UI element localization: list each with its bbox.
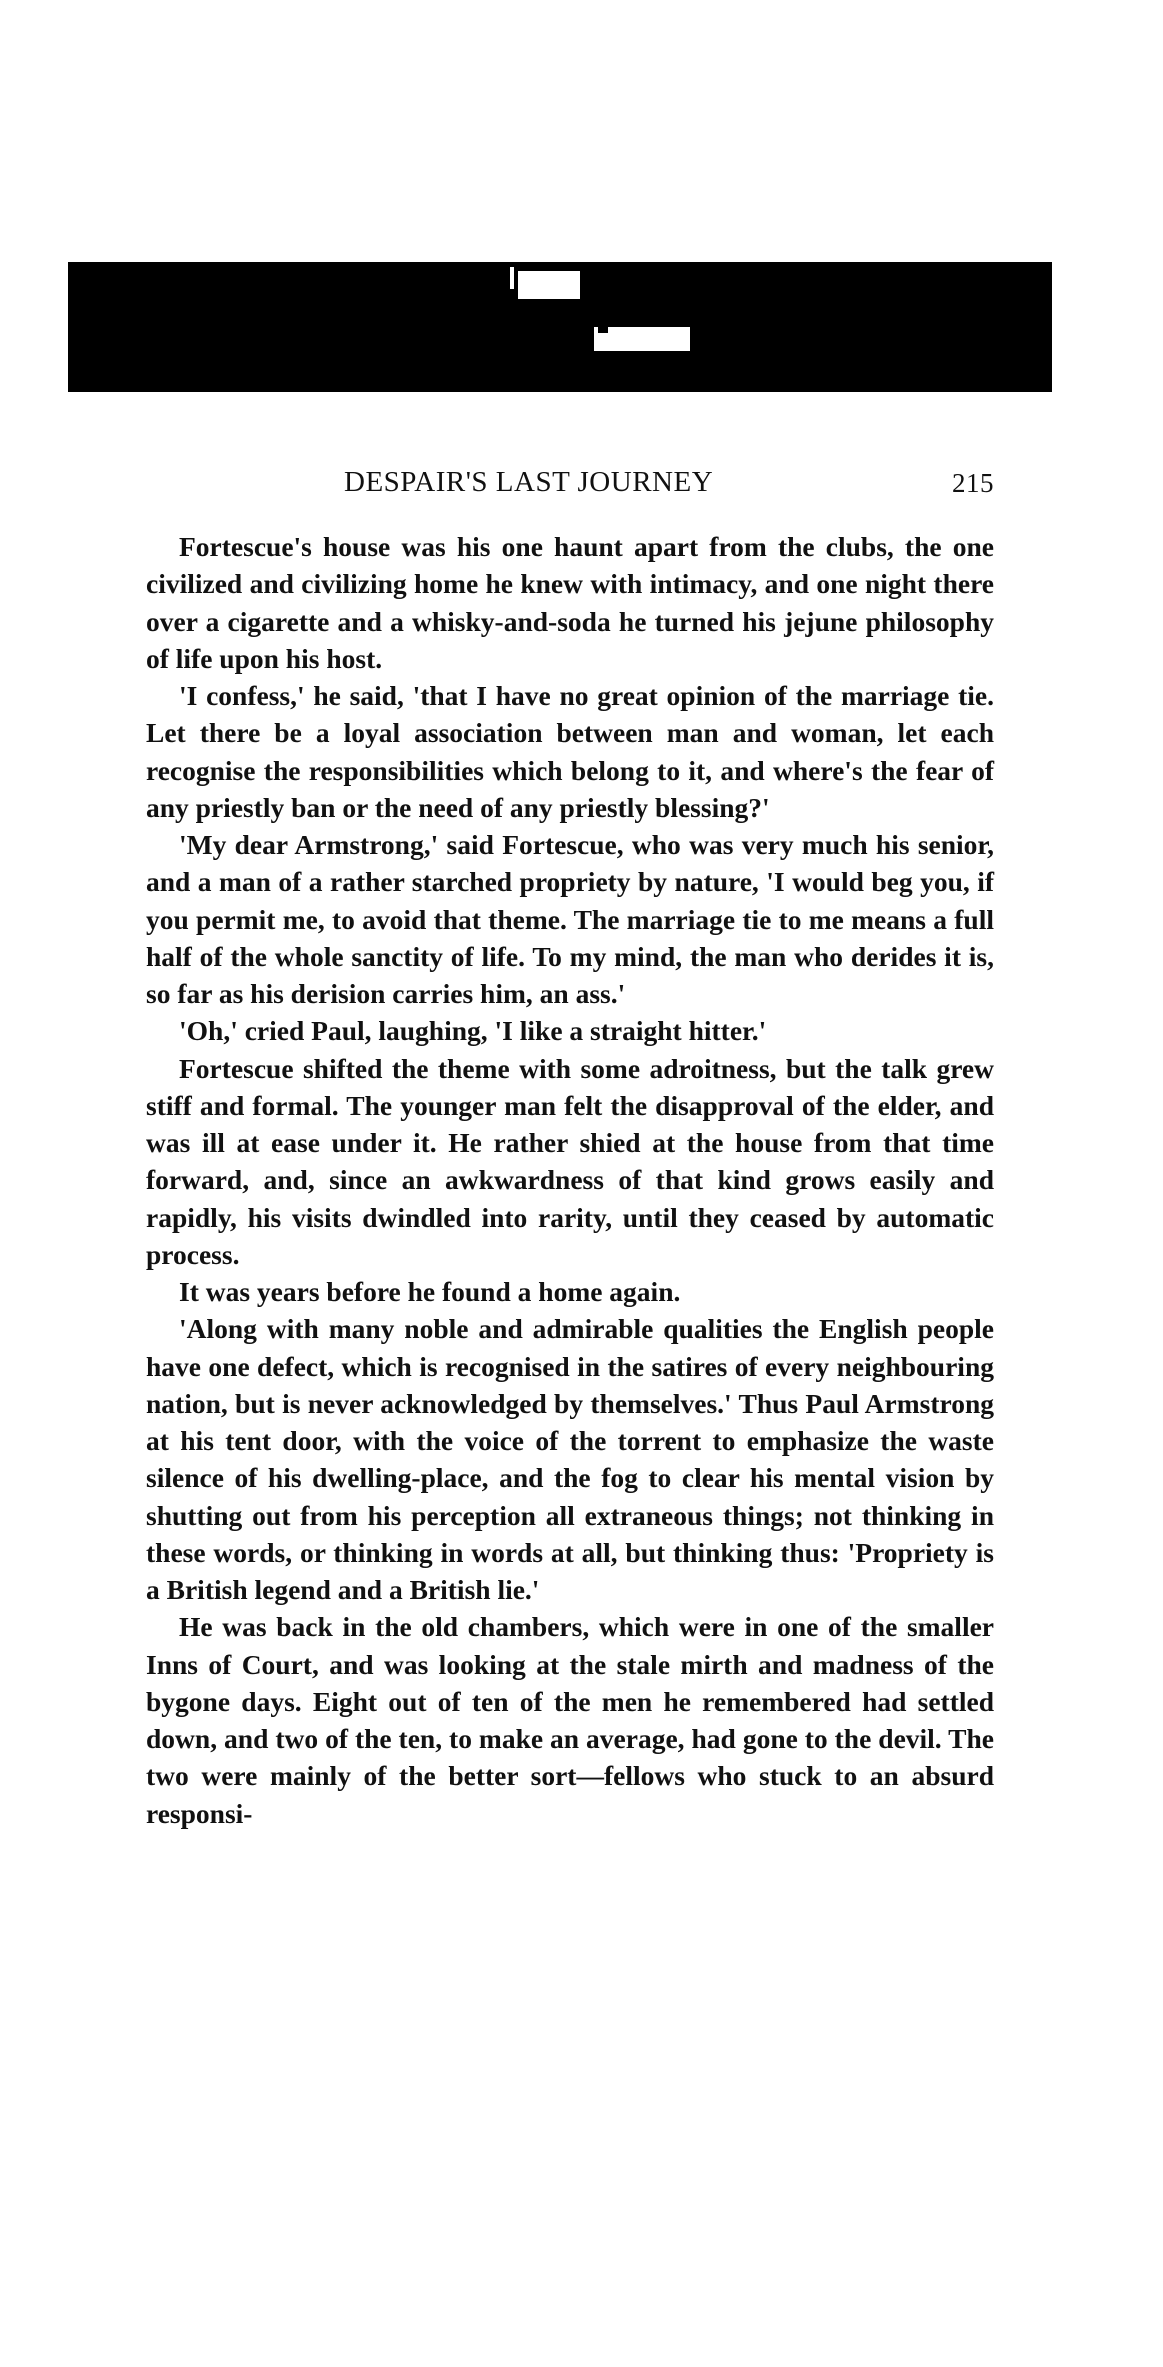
paragraph: 'I confess,' he said, 'that I have no great opinion of the marriage tie. Let there be a loyal association between man and woman, let each recognise the responsibilities which belong to it, and where's the fear of any priestly ban or the need of any priestly blessing?' (146, 680, 994, 823)
running-head (146, 466, 994, 506)
body-text (146, 528, 994, 1832)
scan-artifact-strip-shadow (494, 327, 594, 351)
paragraph: He was back in the old chambers, which were in one of the smaller Inns of Court, and was looking at the stale mirth and madness of the bygone days. Eight out of ten of the men he remembered had settled down, and two of the ten, to make an average, had gone to the devil. The two were mainly of the better sort—fellows who stuck to an absurd responsi- (146, 1611, 994, 1829)
scan-artifact-mark (510, 267, 514, 289)
paragraph: It was years before he found a home again. (179, 1276, 681, 1307)
paragraph: 'Oh,' cried Paul, laughing, 'I like a straight hitter.' (179, 1015, 767, 1047)
paragraph: Fortescue shifted the theme with some adroitness, but the talk grew stiff and formal. The younger man felt the disapproval of the elder, and was ill at ease under it. He rather shied at the house from that time forward, and, since an awkwardness of that kind grows easily and rapidly, his visits dwindled into rarity, until they ceased by automatic process. (146, 1052, 994, 1270)
paragraph: 'Along with many noble and admirable qualities the English people have one defect, which is recognised in the satires of every neighbouring nation, but is never acknowledged by themselves.' Thus Paul Armstrong at his tent door, with the voice of the torrent to emphasize the waste silence of his dwelling-place, and the fog to clear his mental vision by shutting out from his perception all extraneous things; not thinking in these words, or thinking in words at all, but thinking thus: 'Propriety is a British legend and a British lie.' (146, 1313, 994, 1605)
running-title: DESPAIR'S LAST JOURNEY (344, 466, 714, 498)
page-number: 215 (952, 468, 994, 498)
paragraph: Fortescue's house was his one haunt apart from the clubs, the one civilized and civilizing home he knew with intimacy, and one night there over a cigarette and a whisky-and-soda he turned his jejune philosophy of life upon his host. (146, 531, 994, 674)
scan-artifact-speck (598, 327, 608, 333)
paragraph: 'My dear Armstrong,' said Fortescue, who was very much his senior, and a man of a rather starched propriety by nature, 'I would beg you, if you permit me, to avoid that theme. The marriage tie to me means a full half of the whole sanctity of life. To my mind, the man who derides it is, so far as his derision carries him, an ass.' (146, 829, 994, 1009)
scan-artifact-mark (518, 271, 580, 299)
